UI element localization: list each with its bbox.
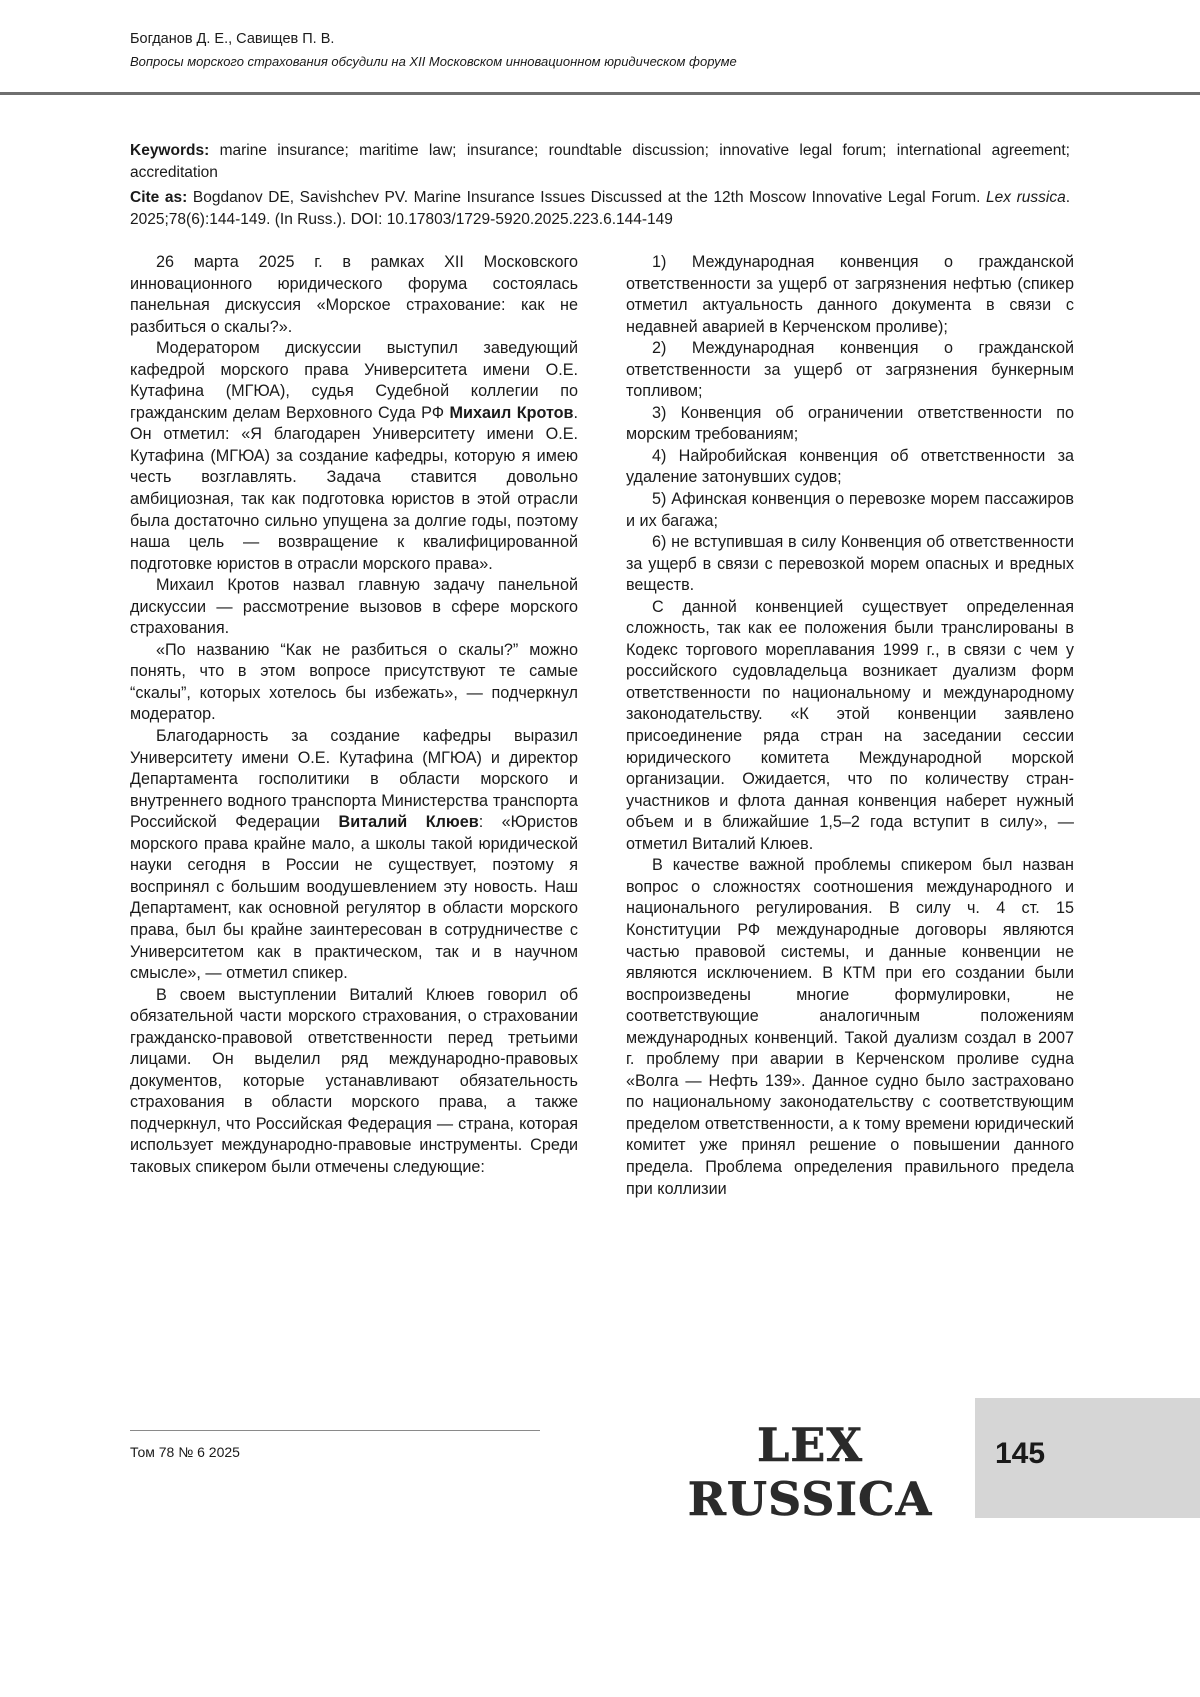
speaker-name-krotov: Михаил Кротов (449, 403, 574, 422)
paragraph-moderator-part1: Модератором дискуссии выступил заведующий кафедрой морского права Университета имени О.Е. Кутафина (МГЮА), судья Судебной коллегии по гражданским делам Верховного Суда РФ (130, 339, 578, 422)
list-item-4: 4) Найробийская конвенция об ответственности за удаление затонувших судов; (626, 446, 1074, 487)
cite-label: Cite as: (130, 189, 188, 206)
right-column (626, 252, 1074, 1387)
keywords-label: Keywords: (130, 142, 210, 159)
list-item-6: 6) не вступившая в силу Конвенция об ответственности за ущерб в связи с перевозкой морем опасных и вредных веществ. (626, 533, 1074, 595)
article-body (130, 252, 1074, 1387)
left-column (130, 252, 578, 1387)
header-divider (0, 92, 1200, 95)
list-item-1: 1) Международная конвенция о гражданской ответственности за ущерб от загрязнения нефтью (спикер отметил актуальность данного документа в связи с недавней аварией в Керченском проливе); (626, 253, 1074, 336)
footer-divider (130, 1430, 540, 1431)
paragraph-klyuev (130, 726, 578, 985)
list-item-3: 3) Конвенция об ограничении ответственности по морским требованиям; (626, 403, 1074, 444)
speaker-name-klyuev: Виталий Клюев (338, 813, 479, 832)
paragraph-title-explanation: «По названию “Как не разбиться о скалы?” можно понять, что в этом вопросе присутствуют те самые “скалы”, которых хотелось бы избежать», — подчеркнул модератор. (130, 640, 578, 724)
paragraph-main-task: Михаил Кротов назвал главную задачу панельной дискуссии — рассмотрение вызовов в сфере морского страхования. (130, 576, 578, 638)
paragraph-regulation-problem: В качестве важной проблемы спикером был назван вопрос о сложностях соотношения международного и национального регулирования. В силу ч. 4 ст. 15 Конституции РФ международные договоры являются частью правовой системы, и данные конвенции не являются исключением. В КТМ при его создании были воспроизведены многие формулировки, не соответствующие аналогичным положениям международных конвенций. Такой дуализм создал в 2007 г. проблему при аварии в Керченском проливе судна «Волга — Нефть 139». Данное судно было застраховано по национальному законодательству с соответствующим пределом ответственности, а к тому времени юридический комитет уже принял решение о повышении данного предела. Проблема определения правильного предела при коллизии (626, 856, 1074, 1198)
paragraph-moderator (130, 338, 578, 575)
running-head-authors: Богданов Д. Е., Савищев П. В. (130, 31, 335, 47)
page-number: 145 (995, 1437, 1046, 1470)
paragraph-klyuev-part1: Благодарность за создание кафедры выразил Университету имени О.Е. Кутафина (МГЮА) и директор Департамента госполитики в области морского и внутреннего водного транспорта Министерства транспорта Российской Федерации (130, 727, 578, 832)
paragraph-klyuev-speech: В своем выступлении Виталий Клюев говорил об обязательной части морского страхования, о страховании гражданско-правовой ответственности перед третьими лицами. Он выделил ряд международно-правовых документов, которые устанавливают обязательность страхования в области морского права, а также подчеркнул, что Российская Федерация — страна, которая использует международно-правовые инструменты. Среди таковых спикером были отмечены следующие: (130, 985, 578, 1176)
paragraph-convention-difficulty: С данной конвенцией существует определенная сложность, так как ее положения были транслированы в Кодекс торгового мореплавания 1999 г., в связи с чем у российского судовладельца возникает дуализм форм ответственности по национальному и международному законодательству. «К этой конвенции заявлено присоединение ряда стран на заседании сессии юридического комитета Международной морской организации. Ожидается, что по количеству стран-участников и флота данная конвенция наберет нужный объем и в ближайшие 1,5–2 года вступит в силу», — отметил Виталий Клюев. (626, 597, 1074, 853)
paragraph-intro: 26 марта 2025 г. в рамках XII Московского инновационного юридического форума состоялась панельная дискуссия «Морское страхование: как не разбиться о скалы?». (130, 253, 578, 336)
running-head-article-title: Вопросы морского страхования обсудили на XII Московском инновационном юридическом форуме (130, 53, 737, 69)
keywords-line (130, 140, 1070, 184)
cite-text-part1: Bogdanov DE, Savishchev PV. Marine Insurance Issues Discussed at the 12th Moscow Innovative Legal Forum. (187, 189, 987, 206)
journal-logo: LEX RUSSICA (687, 1418, 933, 1526)
list-item-5: 5) Афинская конвенция о перевозке морем пассажиров и их багажа; (626, 490, 1074, 530)
footer-issue-info: Том 78 № 6 2025 (130, 1444, 240, 1460)
running-head (130, 30, 1070, 70)
metadata-block (130, 140, 1070, 234)
cite-journal-name: Lex russica (986, 189, 1066, 206)
paragraph-klyuev-part2: : «Юристов морского права крайне мало, а школы такой юридической науки сегодня в России не существует, поэтому я воспринял с большим воодушевлением эту новость. Наш Департамент, как основной регулятор в области морского права, был бы крайне заинтересован в сотрудничестве с Университетом как в практическом, так и в научном смысле», — отметил спикер. (130, 813, 578, 983)
paragraph-moderator-part2: . Он отметил: «Я благодарен Университету имени О.Е. Кутафина (МГЮА) за создание кафедры, которую я имею честь возглавлять. Задача ставится довольно амбициозная, так как подготовка юристов в этой отрасли была достаточно сильно упущена за долгие годы, поэтому наша цель — возвращение к квалифицированной подготовке юристов в отрасли морского права». (130, 403, 578, 573)
list-item-2: 2) Международная конвенция о гражданской ответственности за ущерб от загрязнения бункерным топливом; (626, 339, 1074, 401)
citation-line (130, 187, 1070, 231)
cite-text-part2: . 2025;78(6):144-149. (In Russ.). DOI: 10.17803/1729-5920.2025.223.6.144-149 (130, 189, 1070, 228)
keywords-value: marine insurance; maritime law; insurance; roundtable discussion; innovative legal forum; international agreement; accreditation (130, 142, 1070, 181)
